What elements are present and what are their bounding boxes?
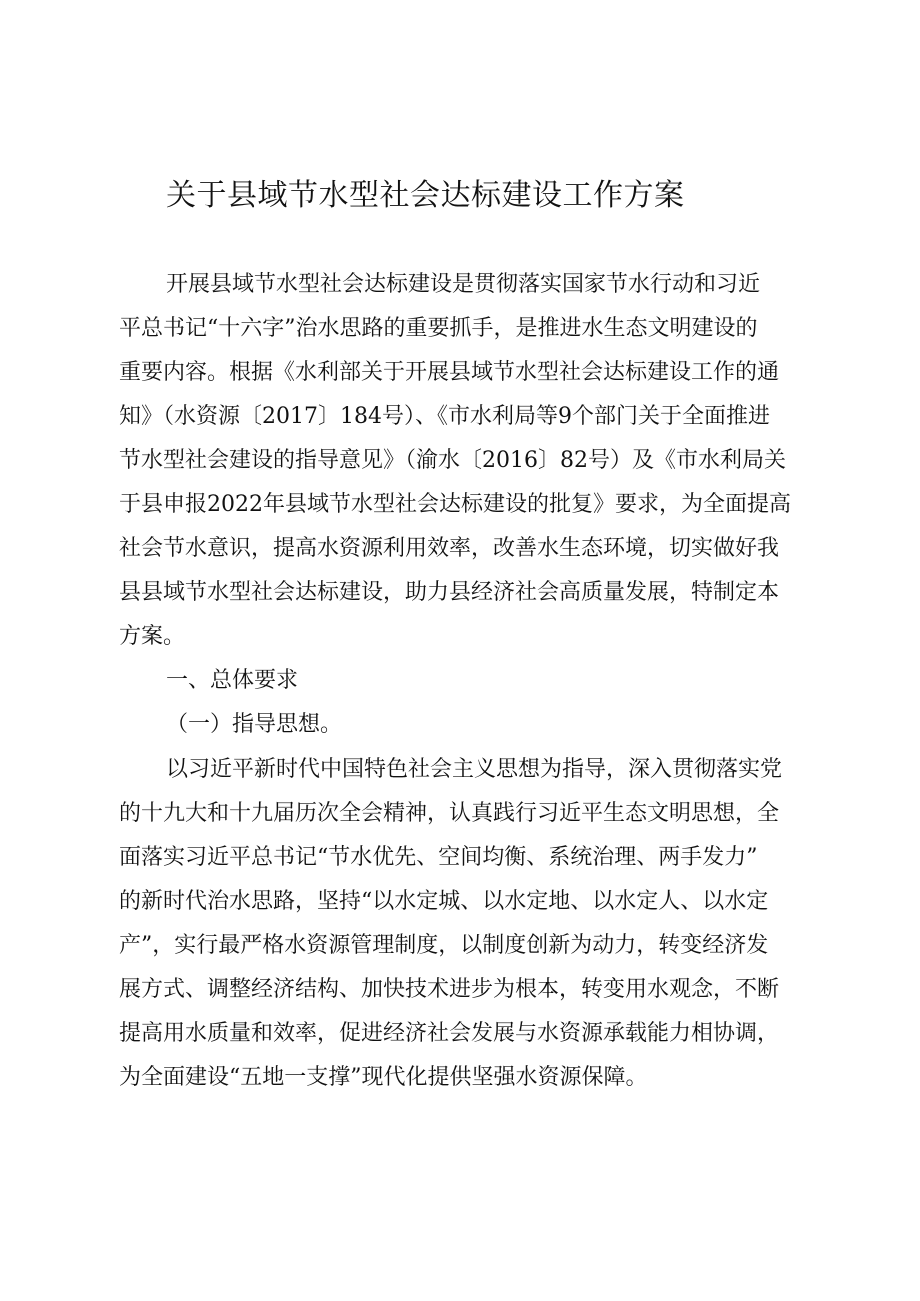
- paragraph-line: 为全面建设“五地一支撑”现代化提供坚强水资源保障。: [119, 1065, 648, 1090]
- section-heading: 一、总体要求: [166, 668, 299, 693]
- subsection-heading: （一）指导思想。: [166, 712, 343, 737]
- paragraph-line: 产”，实行最严格水资源管理制度，以制度创新为动力，转变经济发: [119, 933, 769, 958]
- paragraph-line: 平总书记“十六字”治水思路的重要抓手，是推进水生态文明建设的: [119, 316, 758, 341]
- paragraph-line: 节水型社会建设的指导意见》（渝水〔2016〕82号）及《市水利局关: [119, 448, 786, 473]
- paragraph-line: 县县域节水型社会达标建设，助力县经济社会高质量发展，特制定本: [119, 580, 780, 605]
- paragraph-line: 重要内容。根据《水利部关于开展县域节水型社会达标建设工作的通: [119, 360, 780, 385]
- paragraph-line: 社会节水意识，提高水资源利用效率，改善水生态环境，切实做好我: [119, 536, 780, 561]
- paragraph-line: 面落实习近平总书记“节水优先、空间均衡、系统治理、两手发力”: [119, 845, 758, 870]
- document-title: 关于县域节水型社会达标建设工作方案: [166, 178, 685, 213]
- paragraph-line: 方案。: [119, 624, 186, 649]
- paragraph-line: 于县申报2022年县域节水型社会达标建设的批复》要求，为全面提高: [119, 492, 791, 517]
- paragraph-line: 的十九大和十九届历次全会精神，认真践行习近平生态文明思想，全: [119, 801, 780, 826]
- paragraph-line: 知》（水资源〔2017〕184号）、《市水利局等9个部门关于全面推进: [119, 404, 770, 429]
- paragraph-line: 提高用水质量和效率，促进经济社会发展与水资源承载能力相协调，: [119, 1021, 780, 1046]
- paragraph-line: 以习近平新时代中国特色社会主义思想为指导，深入贯彻落实党: [166, 757, 783, 782]
- paragraph-line: 展方式、调整经济结构、加快技术进步为根本，转变用水观念，不断: [119, 977, 780, 1002]
- paragraph-line: 开展县域节水型社会达标建设是贯彻落实国家节水行动和习近: [166, 272, 761, 297]
- paragraph-line: 的新时代治水思路，坚持“以水定城、以水定地、以水定人、以水定: [119, 889, 769, 914]
